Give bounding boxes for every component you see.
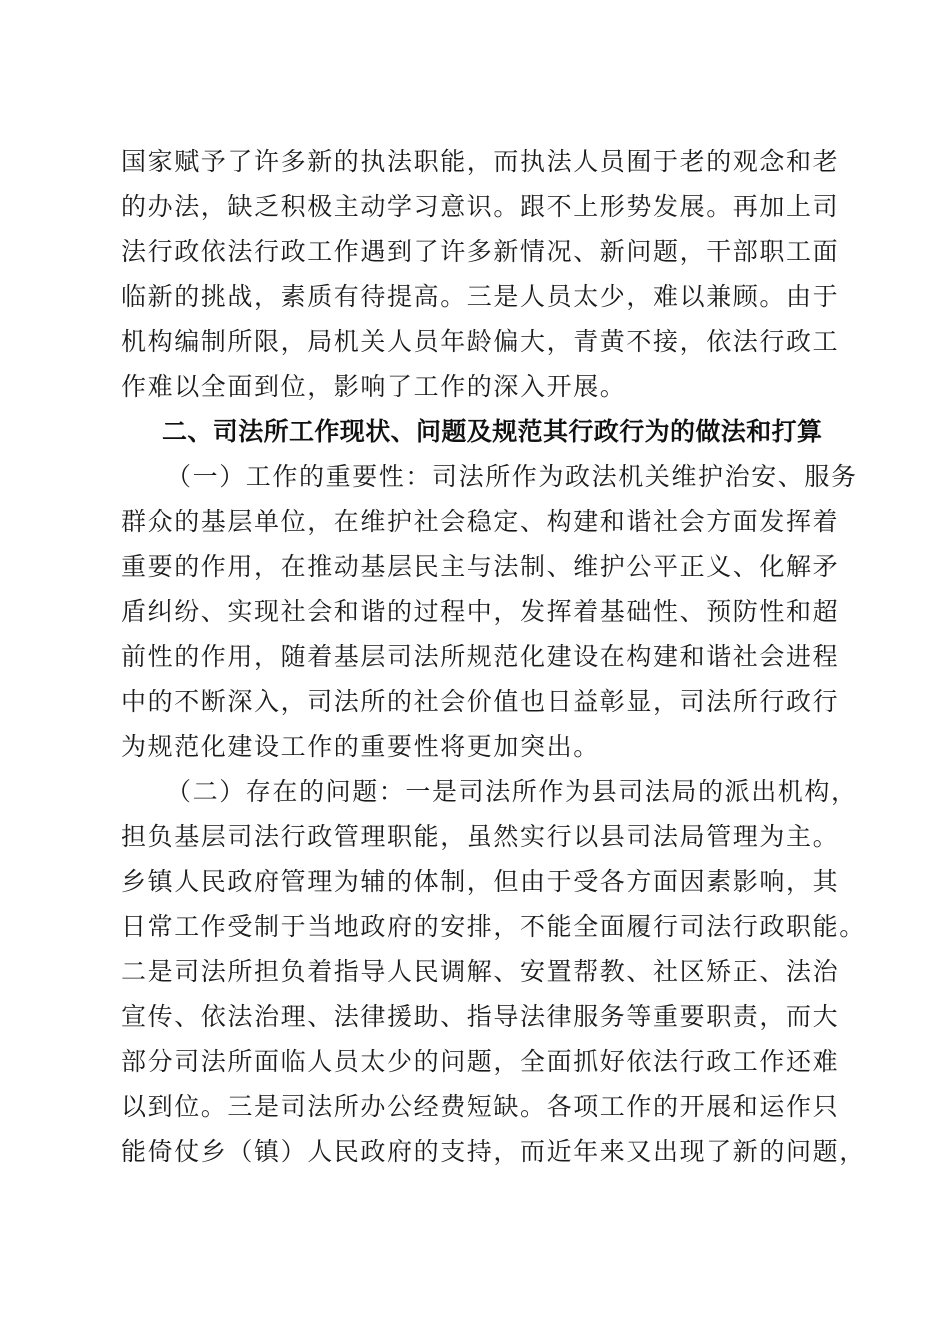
- paragraph-1-line-1: 国家赋予了许多新的执法职能，而执法人员囿于老的观念和老: [121, 147, 840, 176]
- paragraph-1-line-3: 法行政依法行政工作遇到了许多新情况、新问题，干部职工面: [121, 237, 840, 266]
- paragraph-3-line-8: 以到位。三是司法所办公经费短缺。各项工作的开展和运作只: [121, 1092, 840, 1121]
- section-heading: 二、司法所工作现状、问题及规范其行政行为的做法和打算: [162, 417, 823, 446]
- paragraph-2-line-3: 重要的作用，在推动基层民主与法制、维护公平正义、化解矛: [121, 552, 840, 581]
- paragraph-3-line-1: （二）存在的问题：一是司法所作为县司法局的派出机构，: [166, 777, 858, 806]
- paragraph-1-line-4: 临新的挑战，素质有待提高。三是人员太少，难以兼顾。由于: [121, 282, 840, 311]
- paragraph-3-line-2: 担负基层司法行政管理职能，虽然实行以县司法局管理为主。: [121, 822, 840, 851]
- paragraph-3-line-7: 部分司法所面临人员太少的问题，全面抓好依法行政工作还难: [121, 1047, 840, 1076]
- paragraph-2-line-4: 盾纠纷、实现社会和谐的过程中，发挥着基础性、预防性和超: [121, 597, 840, 626]
- paragraph-2-line-6: 中的不断深入，司法所的社会价值也日益彰显，司法所行政行: [121, 687, 840, 716]
- paragraph-3-line-6: 宣传、依法治理、法律援助、指导法律服务等重要职责，而大: [121, 1002, 840, 1031]
- paragraph-3-line-5: 二是司法所担负着指导人民调解、安置帮教、社区矫正、法治: [121, 957, 840, 986]
- paragraph-3-line-3: 乡镇人民政府管理为辅的体制，但由于受各方面因素影响，其: [121, 867, 840, 896]
- paragraph-2-line-1: （一）工作的重要性：司法所作为政法机关维护治安、服务: [166, 462, 858, 491]
- paragraph-1-line-6: 作难以全面到位，影响了工作的深入开展。: [121, 372, 627, 401]
- paragraph-2-line-7: 为规范化建设工作的重要性将更加突出。: [121, 732, 600, 761]
- paragraph-1-line-2: 的办法，缺乏积极主动学习意识。跟不上形势发展。再加上司: [121, 192, 840, 221]
- paragraph-3-line-4: 日常工作受制于当地政府的安排，不能全面履行司法行政职能。: [121, 912, 866, 941]
- paragraph-2-line-5: 前性的作用，随着基层司法所规范化建设在构建和谐社会进程: [121, 642, 840, 671]
- paragraph-3-line-9: 能倚仗乡（镇）人民政府的支持，而近年来又出现了新的问题，: [121, 1137, 866, 1166]
- paragraph-1-line-5: 机构编制所限，局机关人员年龄偏大，青黄不接，依法行政工: [121, 327, 840, 356]
- paragraph-2-line-2: 群众的基层单位，在维护社会稳定、构建和谐社会方面发挥着: [121, 507, 840, 536]
